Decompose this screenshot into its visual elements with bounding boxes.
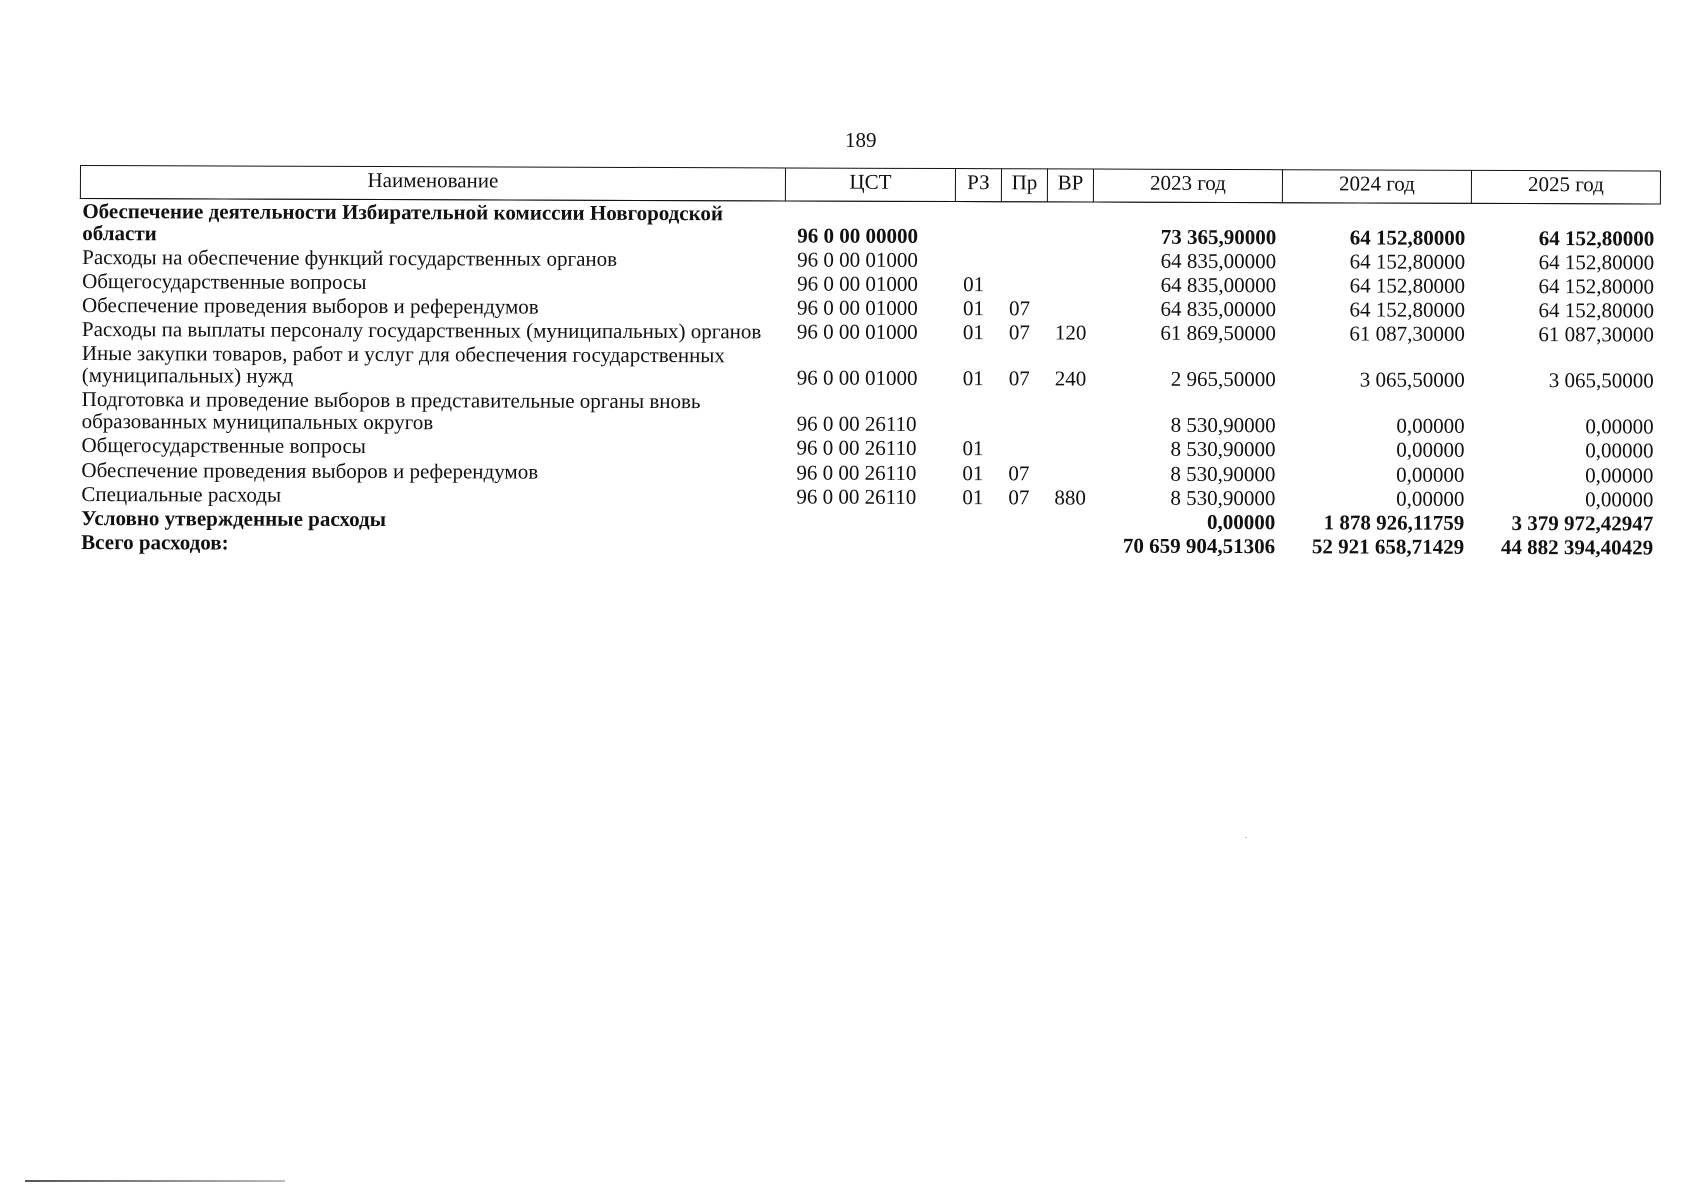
header-name: Наименование	[80, 166, 785, 201]
row-2024-cell: 0,00000	[1396, 414, 1465, 439]
row-cst-cell: 96 0 00 26110	[796, 484, 917, 509]
table-header	[80, 166, 1660, 205]
row-cst-cell: 96 0 00 01000	[796, 365, 918, 391]
row-pr-cell: 07	[1008, 366, 1030, 391]
row-2024-cell: 0,00000	[1396, 438, 1465, 463]
header-vr: ВР	[1047, 169, 1093, 202]
header-pr: Пр	[1001, 169, 1047, 202]
row-name-cell: Общегосударственные вопросы	[82, 269, 367, 295]
row-vr-cell	[1046, 509, 1092, 533]
row-2023-cell: 64 835,00000	[1160, 248, 1277, 274]
row-name-cell: Общегосударственные вопросы	[81, 433, 366, 459]
row-2023-cell: 2 965,50000	[1170, 367, 1276, 392]
row-2025-cell: 0,00000	[1585, 414, 1654, 439]
row-vr-cell	[1047, 297, 1093, 321]
row-2024-cell: 1 878 926,11759	[1323, 509, 1465, 535]
row-pr-cell	[1001, 248, 1047, 272]
row-2025-cell: 64 152,80000	[1538, 226, 1655, 251]
row-rz-cell: 01	[962, 484, 984, 509]
row-2024-cell: 64 152,80000	[1349, 297, 1466, 323]
row-name-cell: Специальные расходы	[81, 481, 282, 507]
row-vr-cell	[1047, 273, 1093, 297]
row-vr-cell	[1047, 391, 1093, 437]
row-2023-cell: 61 869,50000	[1160, 321, 1276, 346]
row-2024-cell: 64 152,80000	[1349, 273, 1466, 298]
scan-speck	[1245, 837, 1247, 838]
row-2024-cell: 0,00000	[1396, 486, 1465, 511]
row-2023-cell: 8 530,90000	[1170, 461, 1276, 486]
table-body	[79, 199, 1660, 560]
table-row	[80, 341, 1660, 393]
row-2023-cell: 64 835,00000	[1160, 272, 1277, 298]
row-2023-cell: 8 530,90000	[1170, 485, 1276, 510]
row-pr-cell	[1001, 202, 1047, 249]
row-vr-cell: 240	[1054, 366, 1087, 391]
row-pr-cell	[1001, 272, 1047, 296]
row-vr-cell: 120	[1054, 320, 1087, 345]
row-2025-cell: 3 065,50000	[1548, 368, 1654, 393]
row-rz-cell	[954, 509, 1000, 533]
row-vr-cell	[1046, 533, 1092, 557]
row-cst-cell	[784, 532, 954, 557]
row-cst-cell: 96 0 00 01000	[796, 295, 918, 321]
row-vr-cell	[1046, 437, 1092, 461]
row-name-cell: Обеспечение проведения выборов и референдумов	[81, 457, 539, 484]
row-pr-cell	[1000, 509, 1046, 533]
header-2024: 2024 год	[1282, 170, 1471, 204]
row-name-cell: Расходы па выплаты персоналу государственных (муниципальных) органов	[81, 317, 762, 344]
row-2024-cell: 61 087,30000	[1349, 321, 1465, 347]
row-vr-cell	[1046, 461, 1092, 485]
row-2025-cell: 61 087,30000	[1538, 322, 1654, 347]
row-cst-cell	[784, 508, 954, 533]
row-2024-cell: 64 152,80000	[1349, 249, 1466, 274]
row-rz-cell	[955, 390, 1001, 436]
row-name-cell: Обеспечение проведения выборов и референдумов	[81, 293, 539, 319]
row-2025-cell: 0,00000	[1585, 438, 1654, 463]
row-rz-cell: 01	[962, 460, 984, 485]
budget-table	[79, 165, 1661, 559]
row-vr-cell: 880	[1054, 484, 1086, 510]
row-2023-cell: 73 365,90000	[1160, 224, 1277, 250]
row-cst-cell: 96 0 00 26110	[796, 460, 917, 485]
row-rz-cell: 01	[963, 272, 985, 297]
row-2025-cell: 64 152,80000	[1538, 250, 1655, 275]
row-2023-cell: 0,00000	[1206, 509, 1276, 534]
row-rz-cell	[955, 248, 1001, 272]
header-cst: ЦСТ	[785, 168, 955, 202]
row-name-cell: Условно утвержденные расходы	[81, 505, 387, 531]
row-name-cell: Иные закупки товаров, работ и услуг для обеспечения государственных (муниципальных) нужд	[81, 341, 725, 389]
row-2024-cell: 64 152,80000	[1349, 225, 1466, 250]
scan-edge-mark	[25, 1180, 285, 1182]
row-2024-cell: 3 065,50000	[1359, 367, 1465, 393]
table-row	[80, 387, 1660, 439]
row-name-cell: Расходы на обеспечение функций государственных органов	[82, 245, 618, 271]
row-vr-cell	[1047, 248, 1093, 272]
table-row	[80, 199, 1660, 251]
row-rz-cell: 01	[962, 436, 984, 461]
row-2023-cell: 8 530,90000	[1170, 437, 1276, 462]
row-2023-cell: 64 835,00000	[1160, 296, 1277, 322]
row-name-cell: Обеспечение деятельности Избирательной комиссии Новгородской области	[82, 199, 724, 246]
row-pr-cell	[1001, 391, 1047, 437]
row-rz-cell: 01	[962, 296, 985, 321]
row-2024-cell: 52 921 658,71429	[1311, 533, 1465, 559]
row-pr-cell: 07	[1008, 296, 1031, 321]
row-rz-cell	[954, 533, 1000, 557]
row-name-cell: Всего расходов:	[81, 529, 229, 555]
row-pr-cell	[1000, 533, 1046, 557]
row-cst-cell: 96 0 00 26110	[796, 411, 917, 437]
row-2025-cell: 64 152,80000	[1538, 274, 1655, 299]
row-vr-cell	[1047, 202, 1093, 249]
row-pr-cell: 07	[1008, 320, 1030, 345]
row-2025-cell: 0,00000	[1585, 462, 1654, 488]
row-rz-cell: 01	[962, 366, 984, 391]
header-2025: 2025 год	[1471, 170, 1660, 204]
budget-table-wrapper	[79, 165, 1660, 559]
row-name-cell: Подготовка и проведение выборов в представительные органы вновь образованных муниципальных округов	[81, 387, 701, 435]
table-row	[79, 530, 1659, 560]
row-cst-cell: 96 0 00 01000	[796, 319, 918, 345]
row-rz-cell: 01	[962, 320, 984, 345]
row-2023-cell: 70 659 904,51306	[1122, 533, 1276, 558]
row-2024-cell: 0,00000	[1396, 462, 1465, 487]
row-cst-cell: 96 0 00 01000	[797, 247, 918, 273]
header-rz: РЗ	[955, 169, 1001, 202]
row-pr-cell	[1000, 437, 1046, 461]
row-cst-cell: 96 0 00 00000	[797, 223, 919, 248]
row-pr-cell: 07	[1008, 460, 1030, 485]
row-2025-cell: 64 152,80000	[1538, 298, 1655, 323]
row-pr-cell: 07	[1008, 484, 1030, 509]
row-2025-cell: 44 882 394,40429	[1500, 534, 1654, 560]
row-cst-cell: 96 0 00 26110	[796, 435, 917, 461]
row-2025-cell: 0,00000	[1585, 486, 1654, 512]
row-rz-cell	[955, 202, 1001, 249]
row-cst-cell: 96 0 00 01000	[797, 271, 918, 297]
header-2023: 2023 год	[1093, 169, 1282, 203]
page-number: 189	[845, 128, 877, 152]
row-2025-cell: 3 379 972,42947	[1511, 510, 1654, 536]
row-2023-cell: 8 530,90000	[1170, 413, 1276, 438]
